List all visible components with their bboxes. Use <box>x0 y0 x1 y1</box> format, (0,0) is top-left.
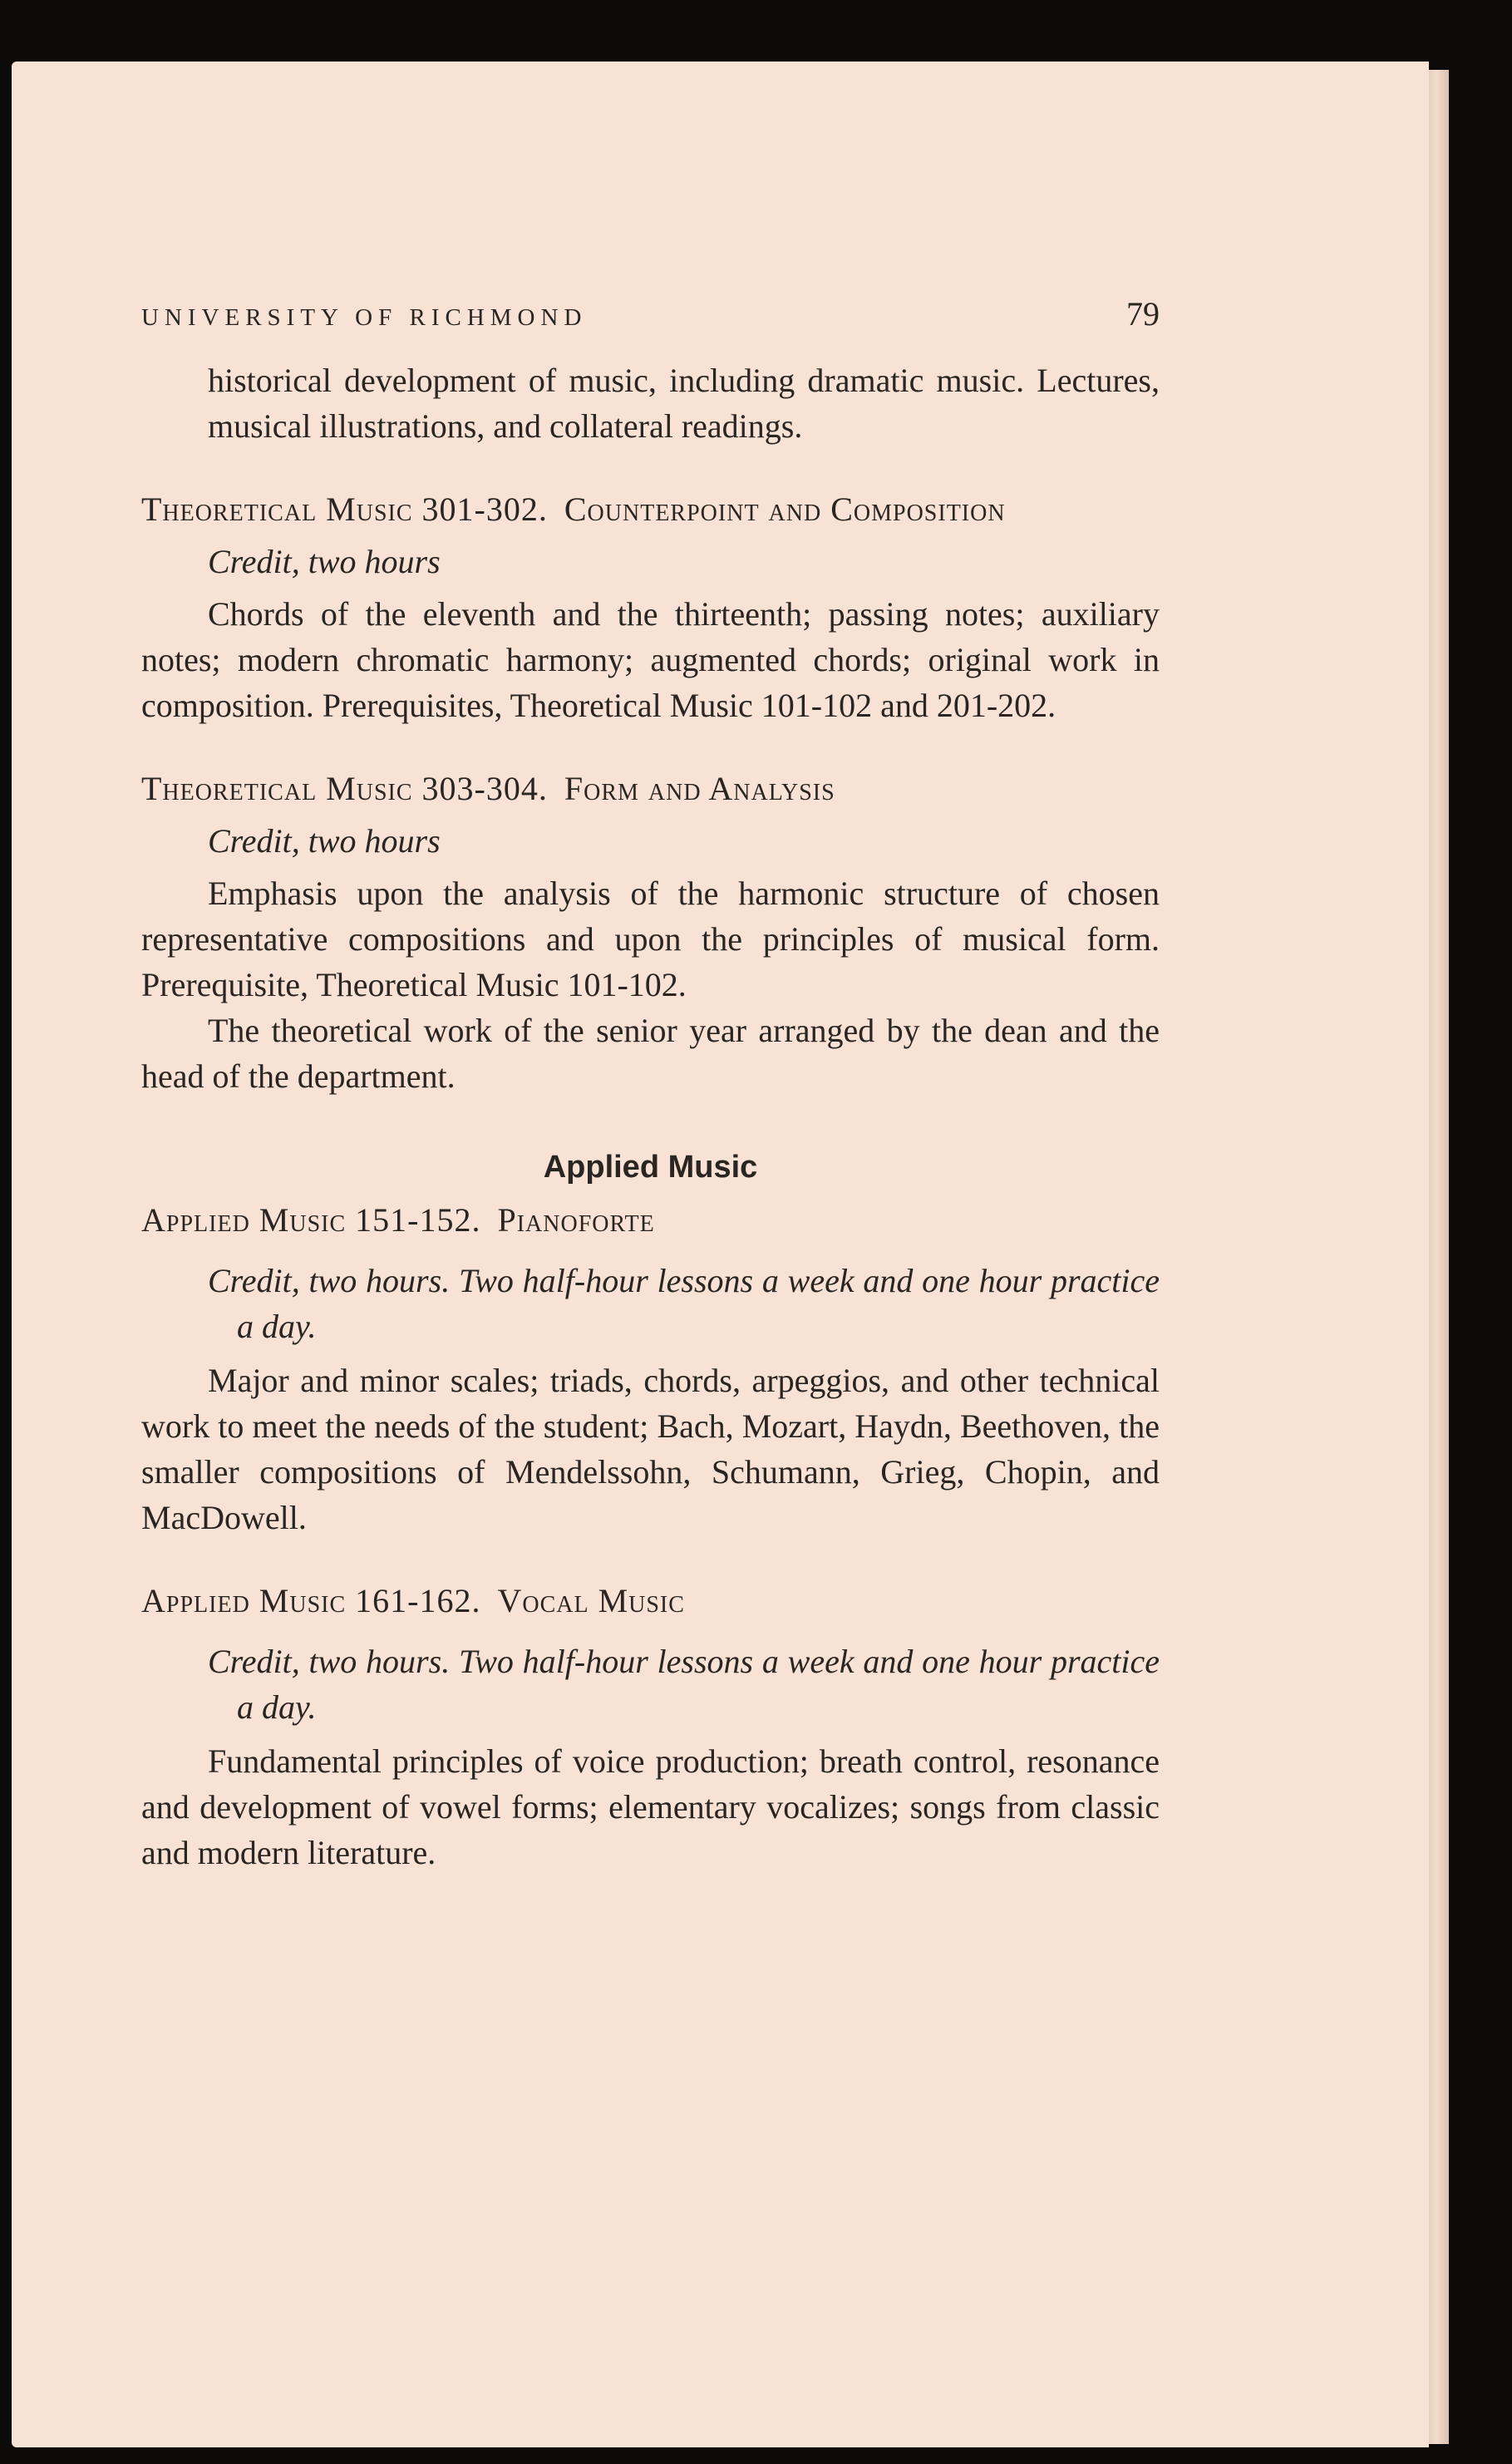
course-credit: Credit, two hours <box>208 822 441 860</box>
course-code: Theoretical Music 303-304. <box>141 770 548 807</box>
course-description: Fundamental principles of voice production; breath control, resonance and development of vowel forms; elementary vocalizes; songs from classic and modern literature. <box>141 1742 1160 1871</box>
course-description: Chords of the eleventh and the thirteenth; passing notes; auxiliary notes; modern chromatic harmony; augmented chords; original work in composition. Prerequisites, Theoretical Music 101-102 and 201-202. <box>141 595 1160 724</box>
course-credit: Credit, two hours. Two half-hour lessons a week and one hour practice a day. <box>208 1262 1160 1345</box>
course-description: Emphasis upon the analysis of the harmonic structure of chosen representative compositions and upon the principles of musical form. Prerequisite, Theoretical Music 101-102. <box>141 875 1160 1003</box>
course-code: Applied Music 151-152. <box>141 1201 481 1239</box>
page-content <box>141 291 1160 1875</box>
page-header <box>141 291 1160 341</box>
course-title: Form and Analysis <box>564 770 835 807</box>
page-number: 79 <box>1126 295 1160 333</box>
course-code: Applied Music 161-162. <box>141 1582 481 1619</box>
page-stack-edge <box>1429 70 1449 2444</box>
course-heading <box>141 1578 1160 1624</box>
course-entry <box>141 486 1160 728</box>
course-heading <box>141 1197 1160 1243</box>
course-heading <box>141 486 1160 532</box>
course-description: Major and minor scales; triads, chords, arpeggios, and other technical work to meet the needs of the student; Bach, Mozart, Haydn, Beethoven, the smaller compositions of Mendelssohn, Schumann, Grieg, Chopin, and MacDowell. <box>141 1362 1160 1536</box>
course-title: Pianoforte <box>497 1201 655 1239</box>
section-heading: Applied Music <box>543 1150 758 1185</box>
course-credit: Credit, two hours <box>208 543 441 580</box>
course-title: Counterpoint and Composition <box>564 490 1006 528</box>
course-entry <box>141 766 1160 1099</box>
course-heading <box>141 766 1160 811</box>
course-code: Theoretical Music 301-302. <box>141 490 548 528</box>
running-head: UNIVERSITY OF RICHMOND <box>141 304 588 331</box>
intro-paragraph: historical development of music, including dramatic music. Lectures, musical illustrations, and collateral readings. <box>208 362 1160 445</box>
course-entry <box>141 1578 1160 1875</box>
course-description: The theoretical work of the senior year arranged by the dean and the head of the department. <box>141 1012 1160 1095</box>
course-title: Vocal Music <box>497 1582 685 1619</box>
course-credit: Credit, two hours. Two half-hour lessons a week and one hour practice a day. <box>208 1643 1160 1726</box>
course-entry <box>141 1197 1160 1540</box>
